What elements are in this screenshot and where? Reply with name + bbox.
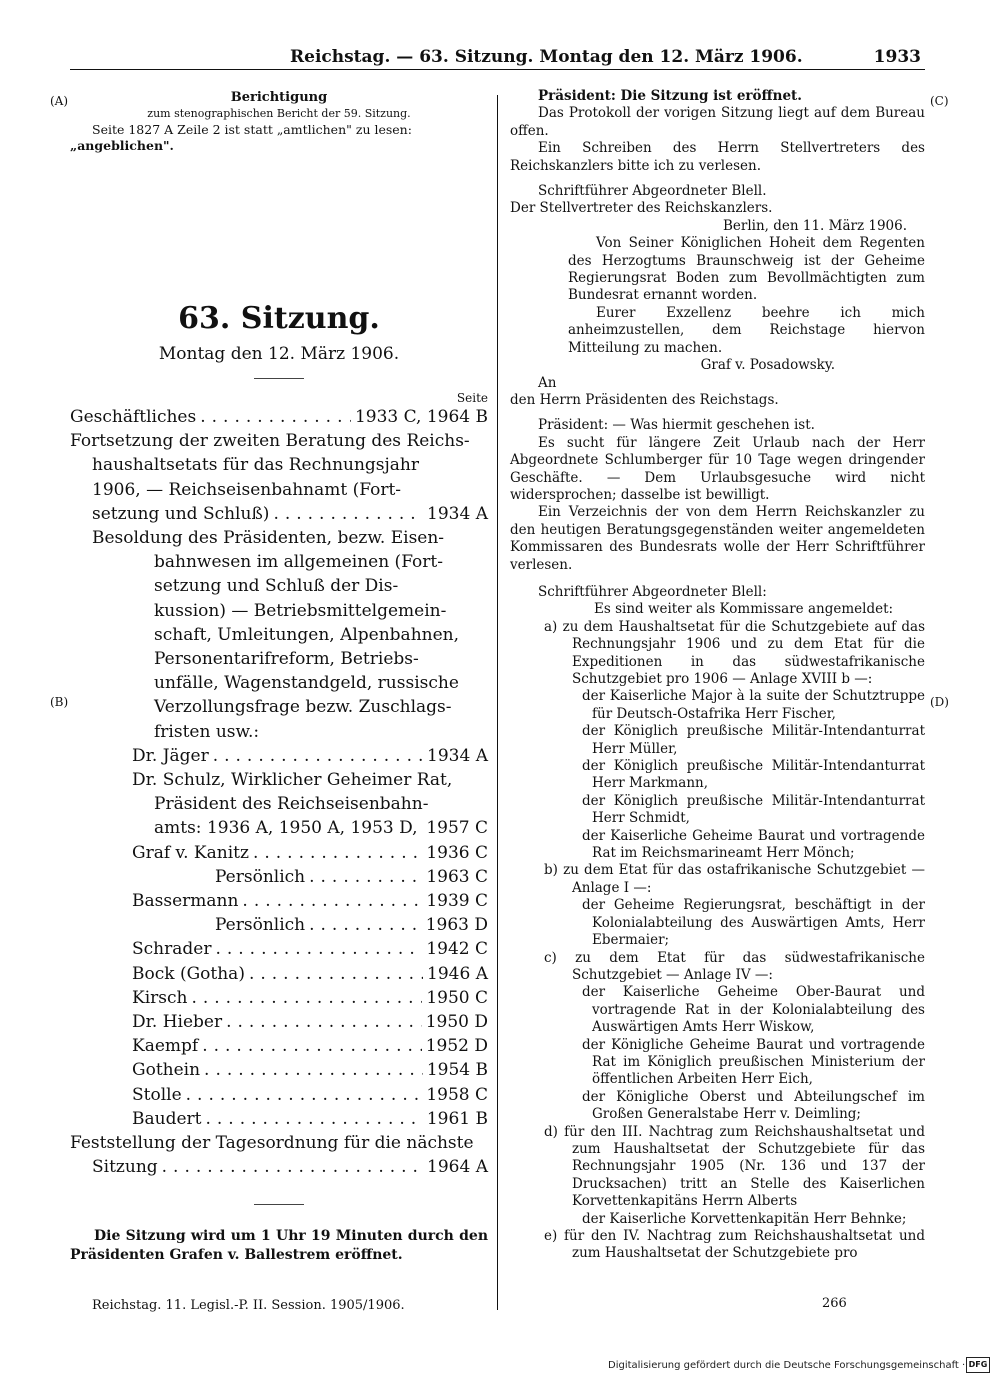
- list-item: d) für den III. Nachtrag zum Reichshaushaltsetat und zum Haushaltsetat der Schutzgebiete für das Rechnungsjahr 1905 (Nr. 136 und 137 der Drucksachen) tritt an Stelle des Kaiserlichen Korvettenkapitäns Herrn Alberts: [544, 1123, 925, 1210]
- list-subitem: der Kaiserliche Geheime Ober-Baurat und vortragende Rat in der Kolonialabteilung des Auswärtigen Amts Herr Wiskow,: [582, 984, 925, 1036]
- toc-row: Sitzung ..... 1964 A: [70, 1155, 488, 1179]
- toc-row: Gothein ..... 1954 B: [70, 1058, 488, 1082]
- toc-row: Schrader ..... 1942 C: [70, 937, 488, 961]
- list-subitem: der Königliche Geheime Baurat und vortragende Rat im Königlich preußischen Ministerium der öffentlichen Arbeiten Herr Eich,: [582, 1036, 925, 1088]
- paragraph: Es sind weiter als Kommissare angemeldet:: [594, 601, 894, 618]
- list-subitem: der Königlich preußische Militär-Intendanturrat Herr Markmann,: [582, 758, 925, 792]
- speaker: Schriftführer Abgeordneter Blell:: [538, 583, 767, 600]
- letter-address: den Herrn Präsidenten des Reichstags.: [510, 391, 779, 408]
- page-header: [70, 45, 925, 70]
- paragraph: Es sucht für längere Zeit Urlaub nach der Herr Abgeordnete Schlumberger für 10 Tage wegen dringender Geschäfte. — Dem Urlaubsgesuche wird nicht widersprochen; dasselbe ist bewilligt.: [510, 434, 925, 503]
- letter-address: An: [538, 374, 557, 391]
- toc-text: kussion) — Betriebsmittelgemein-: [154, 600, 447, 621]
- berichtigung-correction: „angeblichen".: [70, 138, 174, 153]
- page-number: 1933: [873, 47, 921, 67]
- toc-text: haushaltsetats für das Rechnungsjahr: [92, 455, 420, 476]
- president-statement: Präsident: — Was hiermit geschehen ist.: [538, 417, 815, 434]
- toc-row: Dr. Hieber ..... 1950 D: [70, 1010, 488, 1034]
- toc-text: unfälle, Wagenstandgeld, russische: [154, 673, 459, 694]
- toc-row: Bock (Gotha) ..... 1946 A: [70, 962, 488, 986]
- toc-text: 1906, — Reichseisenbahnamt (Fort-: [92, 479, 402, 500]
- digitization-credit: Digitalisierung gefördert durch die Deutsche Forschungsgemeinschaft ·: [608, 1360, 966, 1371]
- toc-text: fristen usw.:: [154, 721, 260, 742]
- toc-row: amts: 1936 A, 1950 A, 1953 D, ..... 1957 C: [70, 816, 488, 840]
- list-subitem: der Kaiserliche Korvettenkapitän Herr Behnke;: [582, 1210, 907, 1227]
- list-subitem: der Kaiserliche Geheime Baurat und vortragende Rat im Reichsmarineamt Herr Mönch;: [582, 827, 925, 862]
- toc-row: Kirsch ..... 1950 C: [70, 986, 488, 1010]
- toc-row: Graf v. Kanitz ..... 1936 C: [70, 841, 488, 865]
- toc-row: Persönlich ..... 1963 D: [70, 913, 488, 937]
- right-column: [510, 88, 925, 1263]
- margin-label-c: (C): [930, 94, 949, 108]
- sitzung-date: Montag den 12. März 1906.: [158, 344, 400, 364]
- toc-text: bahnwesen im allgemeinen (Fort-: [154, 552, 443, 573]
- berichtigung-text: Seite 1827 A Zeile 2 ist statt „amtlichen" zu lesen:: [92, 122, 412, 137]
- letter-header: Der Stellvertreter des Reichskanzlers.: [510, 200, 773, 217]
- toc-row: Baudert ..... 1961 B: [70, 1107, 488, 1131]
- letter-body: Von Seiner Königlichen Hoheit dem Regenten des Herzogtums Braunschweig ist der Geheime Regierungsrat Boden zum Bevollmächtigten zum Bundesrat ernannt worden.: [568, 235, 925, 304]
- president-statement: Präsident: Die Sitzung ist eröffnet.: [538, 88, 802, 104]
- toc-row: Stolle ..... 1958 C: [70, 1083, 488, 1107]
- toc-row: setzung und Schluß) ..... 1934 A: [70, 502, 488, 526]
- list-subitem: der Königlich preußische Militär-Intendanturrat Herr Schmidt,: [582, 792, 925, 827]
- column-divider: [497, 95, 498, 1310]
- letter-body: Eurer Exzellenz beehre ich mich anheimzustellen, dem Reichstage hiervon Mitteilung zu machen.: [568, 304, 925, 356]
- letter-signature: Graf v. Posadowsky.: [700, 357, 835, 374]
- toc-text: Verzollungsfrage bezw. Zuschlags-: [154, 697, 452, 718]
- header-title: Reichstag. — 63. Sitzung. Montag den 12. März 1906.: [290, 47, 803, 67]
- toc-text: schaft, Umleitungen, Alpenbahnen,: [154, 624, 460, 645]
- footer-session: Reichstag. 11. Legisl.-P. II. Session. 1905/1906.: [92, 1298, 405, 1313]
- toc-text: Präsident des Reichseisenbahn-: [154, 794, 429, 815]
- dfg-logo: DFG: [966, 1357, 990, 1373]
- toc-text: setzung und Schluß der Dis-: [154, 576, 399, 597]
- paragraph: Das Protokoll der vorigen Sitzung liegt auf dem Bureau offen.: [510, 105, 925, 139]
- paragraph: Ein Verzeichnis der von dem Herrn Reichskanzler zu den heutigen Beratungsgegenständen weiter angemeldeten Kommissaren des Bundesrats wolle der Herr Schriftführer verlesen.: [510, 504, 925, 573]
- list-item: b) zu dem Etat für das ostafrikanische Schutzgebiet — Anlage I —:: [544, 862, 925, 896]
- separator-rule: [254, 378, 304, 379]
- toc-row: Persönlich ..... 1963 C: [70, 865, 488, 889]
- toc-text: Fortsetzung der zweiten Beratung des Reichs-: [70, 431, 470, 452]
- speaker: Schriftführer Abgeordneter Blell.: [538, 183, 767, 200]
- list-subitem: der Königlich preußische Militär-Intendanturrat Herr Müller,: [582, 723, 925, 757]
- list-subitem: der Kaiserliche Major à la suite der Schutztruppe für Deutsch-Ostafrika Herr Fischer,: [582, 688, 925, 722]
- toc-text: Dr. Schulz, Wirklicher Geheimer Rat,: [132, 770, 453, 791]
- toc-text: Besoldung des Präsidenten, bezw. Eisen-: [92, 528, 445, 549]
- paragraph: Ein Schreiben des Herrn Stellvertreters des Reichskanzlers bitte ich zu verlesen.: [510, 140, 925, 174]
- letter-date: Berlin, den 11. März 1906.: [722, 217, 907, 234]
- sitzung-title: 63. Sitzung.: [178, 301, 380, 336]
- toc-row: Dr. Jäger ..... 1934 A: [70, 744, 488, 768]
- left-column: [70, 90, 488, 1265]
- berichtigung-subtitle: zum stenographischen Bericht der 59. Sitzung.: [147, 107, 411, 120]
- list-subitem: der Geheime Regierungsrat, beschäftigt in der Kolonialabteilung des Auswärtigen Amts, Herr Ebermaier;: [582, 897, 925, 949]
- toc-row: Kaempf ..... 1952 D: [70, 1034, 488, 1058]
- separator-rule: [254, 1204, 304, 1205]
- toc-row: Geschäftliches ..... 1933 C, 1964 B: [70, 405, 488, 429]
- toc-text: Feststellung der Tagesordnung für die nächste: [70, 1133, 474, 1154]
- list-item: a) zu dem Haushaltsetat für die Schutzgebiete auf das Rechnungsjahr 1906 und zu dem Etat für die Expeditionen in das südwestafrikanische Schutzgebiet pro 1906 — Anlage XVIII b —:: [544, 618, 925, 687]
- toc-text: Personentarifreform, Betriebs-: [154, 649, 419, 670]
- berichtigung-title: Berichtigung: [230, 90, 328, 105]
- margin-label-b: (B): [50, 695, 69, 709]
- footer-signature-number: 266: [822, 1296, 847, 1311]
- list-item: e) für den IV. Nachtrag zum Reichshaushaltsetat und zum Haushaltsetat der Schutzgebiete pro: [544, 1228, 925, 1262]
- toc-seite-label: Seite: [456, 391, 488, 405]
- margin-label-d: (D): [930, 695, 949, 709]
- opening-statement: Die Sitzung wird um 1 Uhr 19 Minuten durch den Präsidenten Grafen v. Ballestrem eröffnet.: [70, 1227, 488, 1263]
- toc-row: Bassermann ..... 1939 C: [70, 889, 488, 913]
- table-of-contents: [70, 405, 488, 1180]
- margin-label-a: (A): [50, 94, 69, 108]
- list-item: c) zu dem Etat für das südwestafrikanische Schutzgebiet — Anlage IV —:: [544, 949, 925, 983]
- list-subitem: der Königliche Oberst und Abteilungschef im Großen Generalstabe Herr v. Deimling;: [582, 1088, 925, 1123]
